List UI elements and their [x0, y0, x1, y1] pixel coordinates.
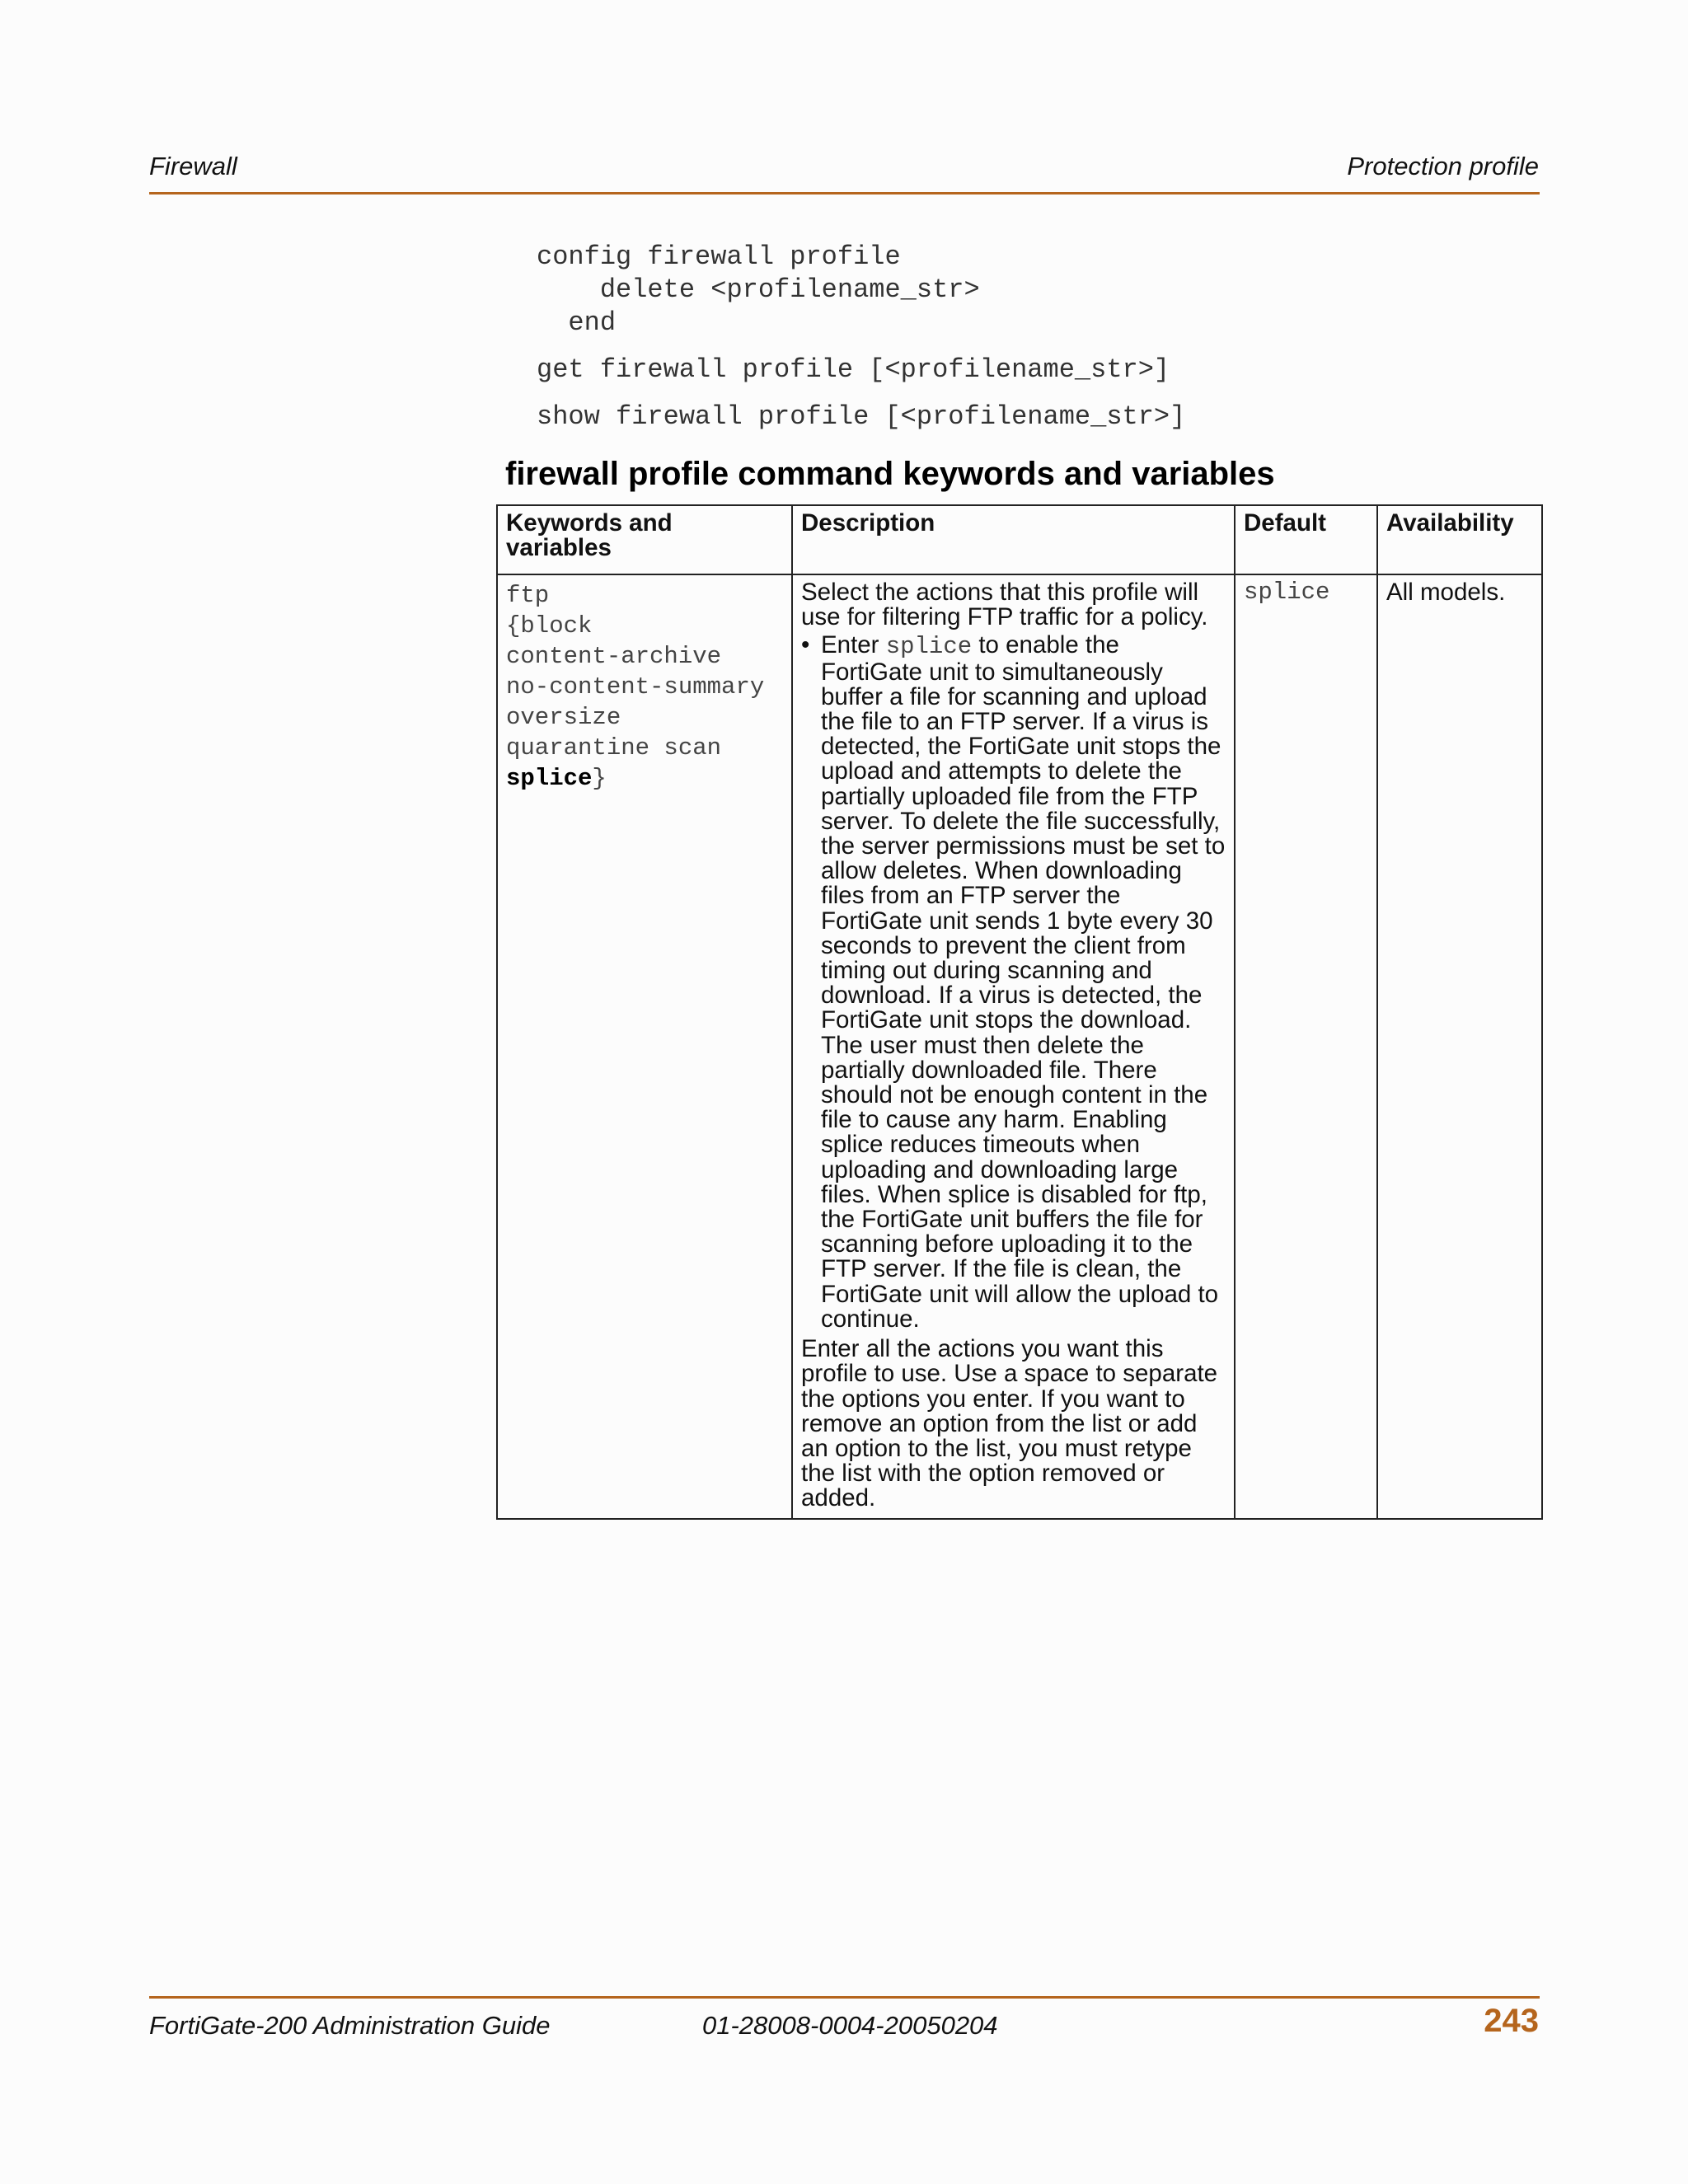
column-header-default: Default [1235, 505, 1377, 574]
footer-guide-title: FortiGate-200 Administration Guide [149, 2011, 551, 2040]
column-header-keywords: Keywords and variables [497, 505, 792, 574]
description-bullet [801, 633, 1226, 1332]
bullet-text: to enable the FortiGate unit to simultaneously buffer a file for scanning and upload the file to an FTP server. If a virus is detected, the FortiGate unit stops the upload and attempts to delete the partially uploaded file from the FTP server. To delete the file successfully, the server permissions must be set to allow deletes. When downloading files from an FTP server the FortiGate unit sends 1 byte every 30 seconds to prevent the client from timing out during scanning and download. If a virus is detected, the FortiGate unit stops the download. The user must then delete the partially downloaded file. There should not be enough content in the file to cause any harm. Enabling splice reduces timeouts when uploading and downloading large files. When splice is disabled for ftp, the FortiGate unit buffers the file for scanning before uploading it to the FTP server. If the file is clean, the FortiGate unit will allow the upload to continue. [821, 631, 1226, 1333]
keyword-line: {block [506, 612, 593, 640]
table-row [497, 574, 1542, 1519]
keyword-line: quarantine scan [506, 734, 722, 762]
code-line: end [537, 307, 617, 338]
header-rule [149, 192, 1540, 194]
footer-doc-number: 01-28008-0004-20050204 [702, 2011, 998, 2040]
keyword-default-option: splice [506, 765, 593, 792]
section-title: firewall profile command keywords and variables [505, 456, 1275, 492]
footer-rule [149, 1996, 1540, 1999]
running-header-chapter: Firewall [149, 152, 237, 180]
running-header-section: Protection profile [1347, 152, 1539, 180]
description-cell [792, 574, 1235, 1519]
description-outro: Enter all the actions you want this profile to use. Use a space to separate the options you enter. If you want to remove an option from the list or add an option to the list, you must retype the list with the option removed or added. [801, 1335, 1218, 1512]
availability-cell: All models. [1377, 574, 1542, 1519]
code-line: delete <profilename_str> [537, 274, 980, 305]
keyword-line: no-content-summary [506, 673, 765, 701]
command-syntax-block [537, 241, 1185, 434]
keyword-line: ftp [506, 582, 550, 609]
code-line: config firewall profile [537, 241, 901, 272]
bullet-code: splice [885, 633, 973, 661]
column-header-description: Description [792, 505, 1235, 574]
keyword-cell [497, 574, 792, 1519]
bullet-icon: • [801, 631, 810, 659]
default-cell: splice [1235, 574, 1377, 1519]
code-line: get firewall profile [<profilename_str>] [537, 354, 1170, 385]
code-line: show firewall profile [<profilename_str>] [537, 401, 1186, 432]
keyword-close-brace: } [592, 765, 607, 792]
bullet-prefix: Enter [821, 631, 886, 659]
table-header-row [497, 505, 1542, 574]
keyword-line: content-archive [506, 643, 722, 670]
keywords-table [496, 504, 1543, 1520]
keyword-line-default [506, 763, 783, 794]
description-intro: Select the actions that this profile will use for filtering FTP traffic for a policy. [801, 579, 1208, 631]
page-number: 243 [1484, 2003, 1539, 2039]
keyword-line: oversize [506, 704, 621, 731]
column-header-availability: Availability [1377, 505, 1542, 574]
